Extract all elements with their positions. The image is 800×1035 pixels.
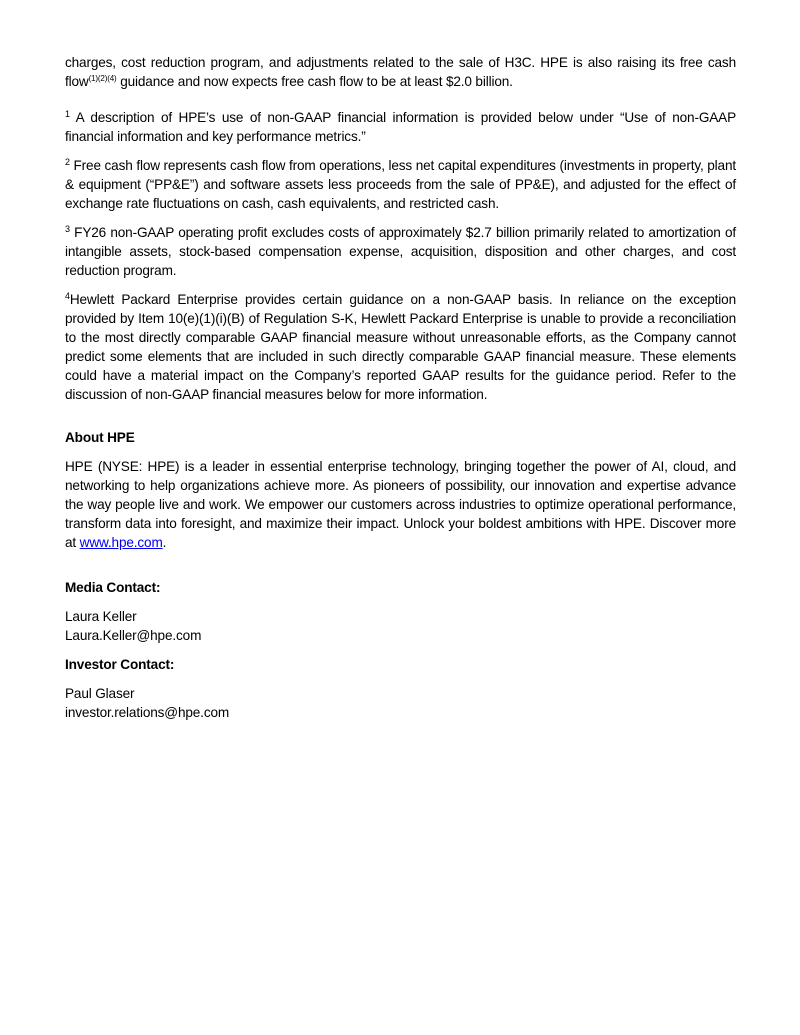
investor-contact-heading: Investor Contact:	[65, 657, 175, 672]
hpe-website-link[interactable]: www.hpe.com	[79, 535, 163, 550]
footnote-number: 4	[65, 291, 70, 301]
footnote-text: FY26 non-GAAP operating profit excludes costs of approximately $2.7 billion primarily related to amortization of intangible assets, stock-based compensation expense, acquisition, disposition and other charges, and cost reduction program.	[65, 225, 736, 278]
document-page	[65, 53, 736, 732]
footnote-number: 1	[65, 109, 70, 119]
about-text-end: .	[162, 535, 167, 550]
media-contact-block	[65, 607, 736, 645]
investor-contact-email: investor.relations@hpe.com	[65, 705, 230, 720]
media-contact-heading: Media Contact:	[65, 580, 161, 595]
footnote-text: Hewlett Packard Enterprise provides certain guidance on a non-GAAP basis. In reliance on the exception provided by Item 10(e)(1)(i)(B) of Regulation S-K, Hewlett Packard Enterprise is unable to provide a reconciliation to the most directly comparable GAAP financial measure without unreasonable efforts, as the Company cannot predict some elements that are included in such directly comparable GAAP financial measure. These elements could have a material impact on the Company’s reported GAAP results for the guidance period. Refer to the discussion of non-GAAP financial measures below for more information.	[65, 292, 736, 402]
footnote-3	[65, 223, 736, 280]
intro-paragraph	[65, 53, 736, 91]
about-paragraph	[65, 457, 736, 552]
intro-footnote-refs: (1)(2)(4)	[88, 74, 117, 83]
footnote-number: 2	[65, 157, 70, 167]
media-contact-name: Laura Keller	[65, 609, 137, 624]
footnote-2	[65, 156, 736, 213]
about-heading: About HPE	[65, 430, 135, 445]
footnote-text: A description of HPE’s use of non-GAAP financial information is provided below under “Use of non-GAAP financial information and key performance metrics.”	[65, 110, 736, 144]
intro-text: charges, cost reduction program, and adjustments related to the sale of H3C. HPE is also raising its free cash flow	[65, 55, 736, 89]
footnote-number: 3	[65, 224, 70, 234]
footnote-4	[65, 290, 736, 404]
about-text: HPE (NYSE: HPE) is a leader in essential enterprise technology, bringing together the power of AI, cloud, and networking to help organizations achieve more. As pioneers of possibility, our innovation and expertise advance the way people live and work. We empower our customers across industries to optimize operational performance, transform data into foresight, and maximize their impact. Unlock your boldest ambitions with HPE. Discover more at	[65, 459, 736, 550]
footnote-text: Free cash flow represents cash flow from operations, less net capital expenditures (investments in property, plant & equipment (“PP&E”) and software assets less proceeds from the sale of PP&E), and adjusted for the effect of exchange rate fluctuations on cash, cash equivalents, and restricted cash.	[65, 158, 736, 211]
investor-contact-block	[65, 684, 736, 722]
media-contact-email: Laura.Keller@hpe.com	[65, 628, 202, 643]
intro-text-continued: guidance and now expects free cash flow to be at least $2.0 billion.	[116, 74, 513, 89]
investor-contact-name: Paul Glaser	[65, 686, 135, 701]
footnote-1	[65, 108, 736, 146]
